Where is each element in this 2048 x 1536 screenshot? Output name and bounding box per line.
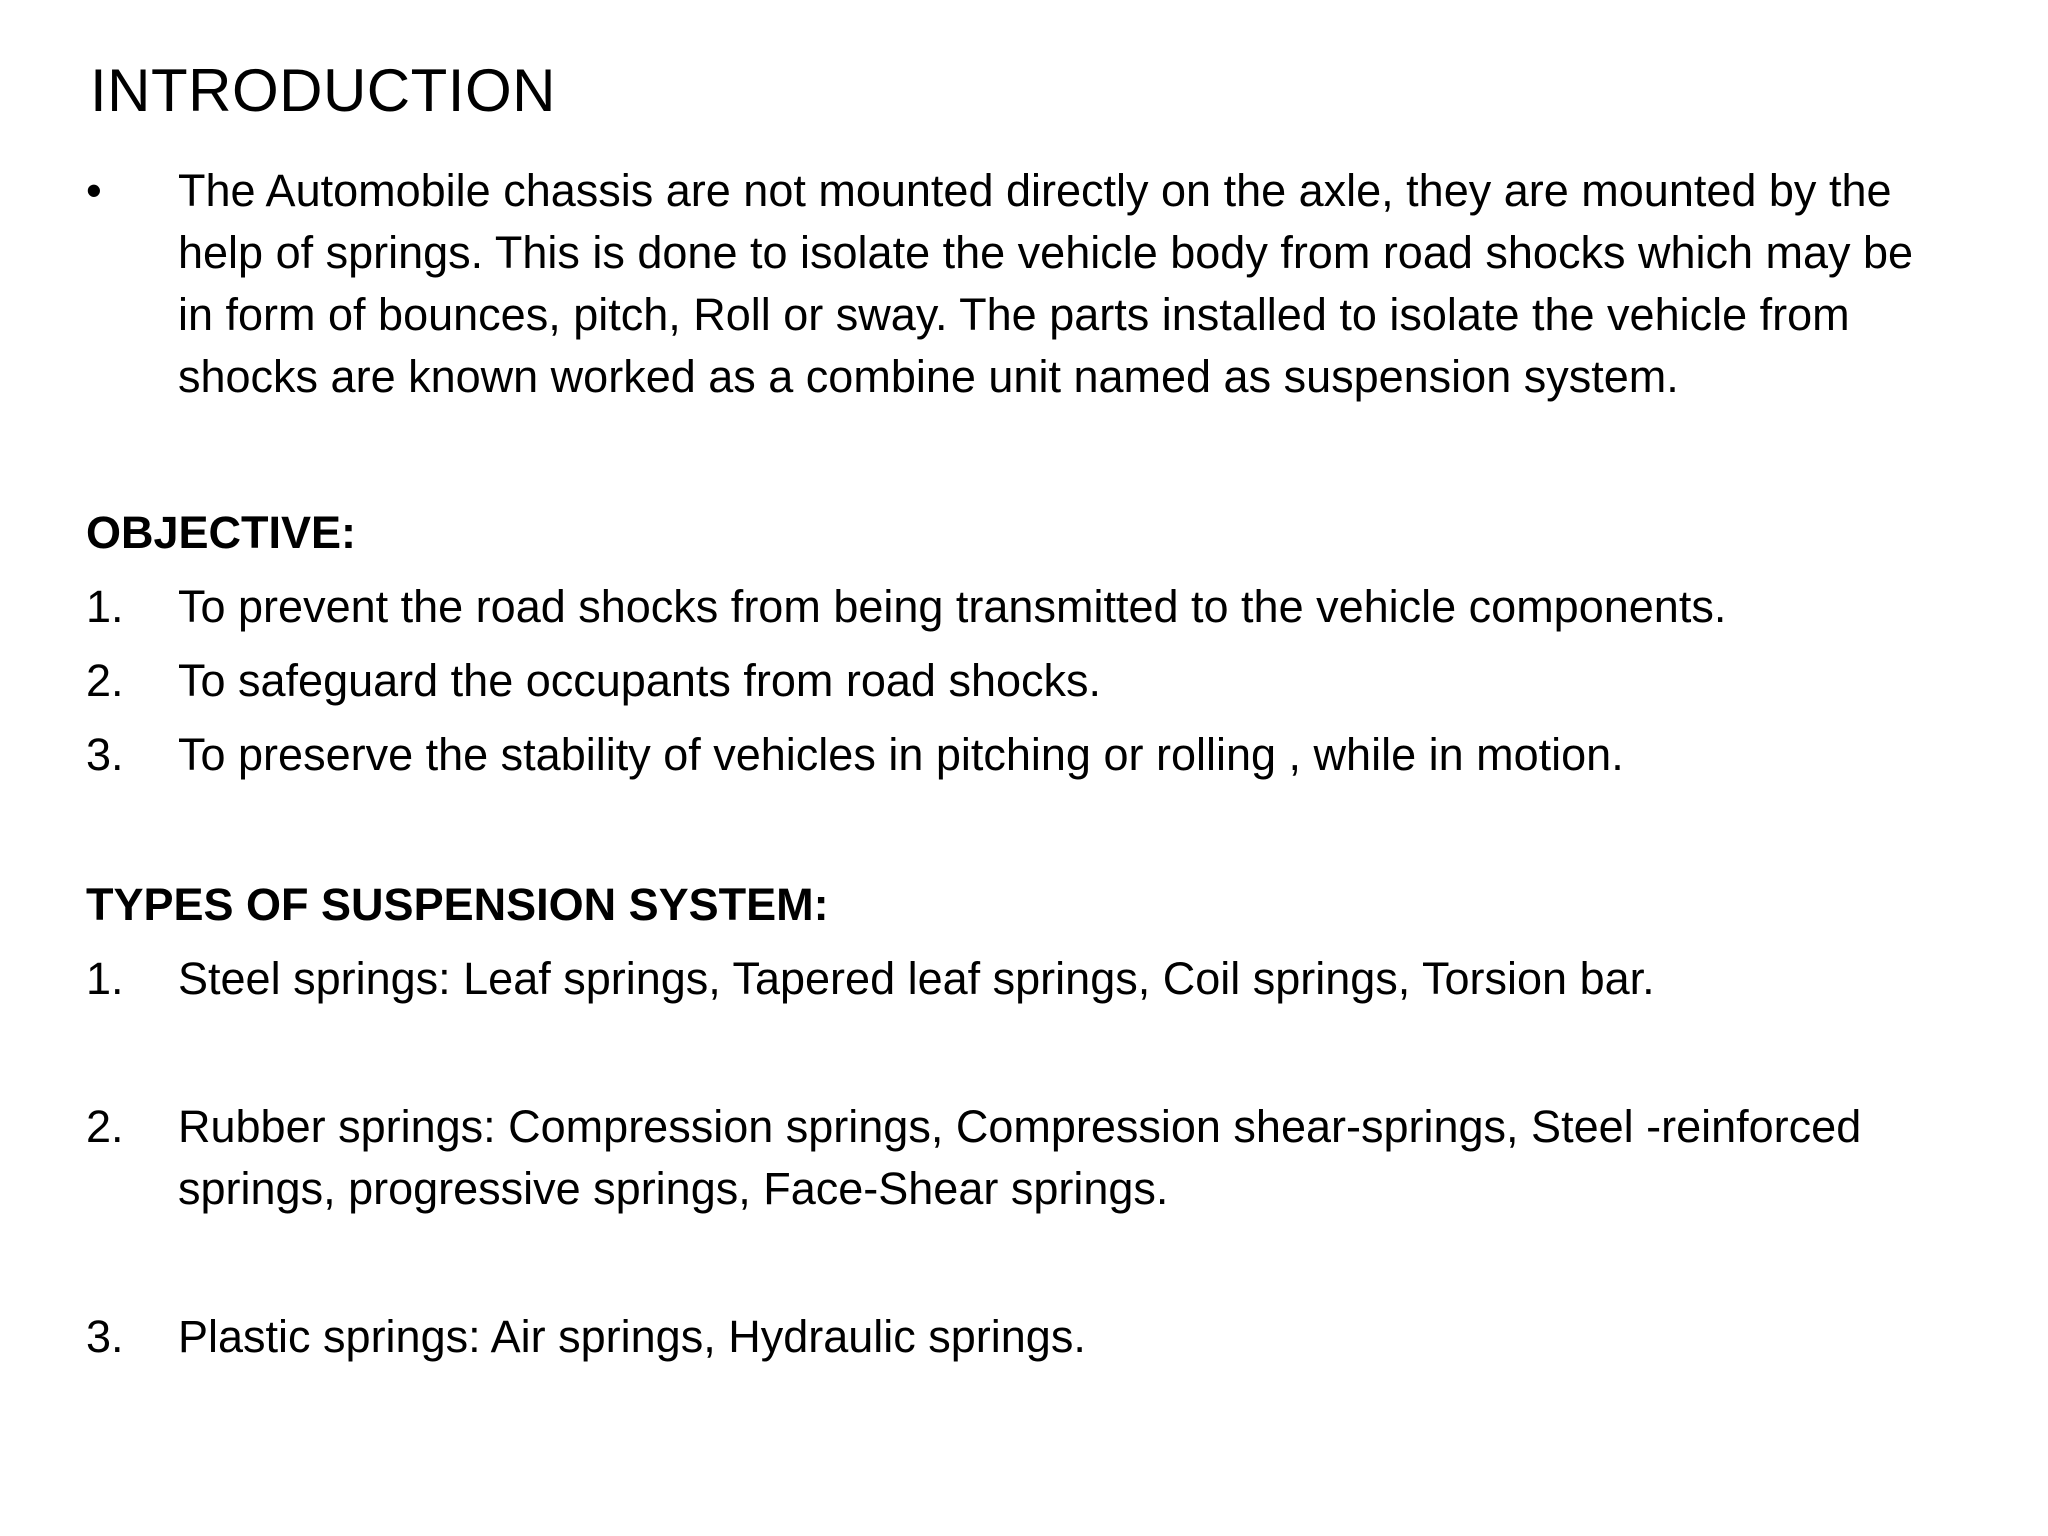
list-number: 1. [86, 953, 124, 1004]
list-item-text [178, 1306, 2048, 1368]
list-item-line: Plastic springs: Air springs, Hydraulic springs. [178, 1311, 1086, 1362]
types-heading: TYPES OF SUSPENSION SYSTEM: [86, 879, 829, 930]
list-number: 1. [86, 581, 124, 632]
list-number: 3. [86, 1311, 124, 1362]
intro-line: in form of bounces, pitch, Roll or sway. The parts installed to isolate the vehicle from [178, 289, 1850, 340]
list-number: 2. [86, 1101, 124, 1152]
list-item-text [178, 948, 2048, 1010]
list-item-text: To safeguard the occupants from road shocks. [178, 655, 1102, 706]
intro-line: shocks are known worked as a combine unit named as suspension system. [178, 351, 1679, 402]
list-item-text: To prevent the road shocks from being transmitted to the vehicle components. [178, 581, 1727, 632]
list-item-line: springs, progressive springs, Face-Shear springs. [178, 1163, 1169, 1214]
list-item-line: Steel springs: Leaf springs, Tapered leaf springs, Coil springs, Torsion bar. [178, 953, 1655, 1004]
intro-line: The Automobile chassis are not mounted directly on the axle, they are mounted by the [178, 165, 1892, 216]
list-number: 3. [86, 729, 124, 780]
intro-line: help of springs. This is done to isolate the vehicle body from road shocks which may be [178, 227, 1914, 278]
bullet-marker: • [86, 165, 102, 216]
list-number: 2. [86, 655, 124, 706]
list-item-line: Rubber springs: Compression springs, Compression shear-springs, Steel -reinforced [178, 1101, 1862, 1152]
list-item-text [178, 1096, 2048, 1220]
list-item-text: To preserve the stability of vehicles in pitching or rolling , while in motion. [178, 729, 1624, 780]
slide-title: INTRODUCTION [90, 57, 556, 124]
objective-heading: OBJECTIVE: [86, 507, 357, 558]
intro-paragraph [178, 160, 2048, 408]
